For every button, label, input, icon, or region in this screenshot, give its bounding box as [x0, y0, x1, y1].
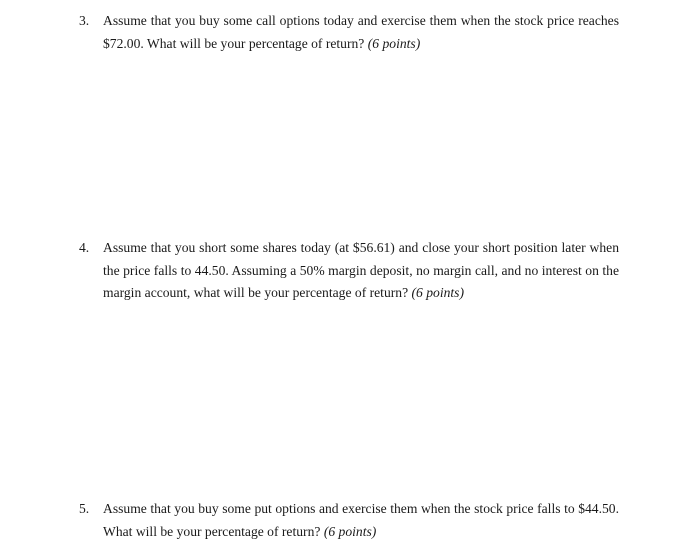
question-5 — [79, 498, 619, 543]
question-text: Assume that you buy some call options today and exercise them when the stock price reaches $72.00. What will be your percentage of return? — [103, 13, 619, 51]
question-number: 5. — [79, 501, 90, 516]
question-points: (6 points) — [411, 285, 464, 301]
question-text-block — [103, 10, 619, 55]
question-number: 3. — [79, 13, 90, 28]
question-text: Assume that you buy some put options and exercise them when the stock price falls to $44.50. What will be your percentage of return? — [103, 501, 619, 539]
question-points: (6 points) — [367, 35, 421, 51]
question-4 — [79, 237, 619, 305]
question-text: Assume that you short some shares today (at $56.61) and close your short position later when the price falls to 44.50. Assuming a 50% margin deposit, no margin call, and no interest on the margin account, what will be your percentage of return? — [103, 240, 619, 301]
question-text-block — [103, 237, 619, 305]
question-text-block — [103, 498, 619, 543]
question-points: (6 points) — [323, 523, 377, 539]
question-number: 4. — [79, 240, 90, 255]
question-3 — [79, 10, 619, 55]
